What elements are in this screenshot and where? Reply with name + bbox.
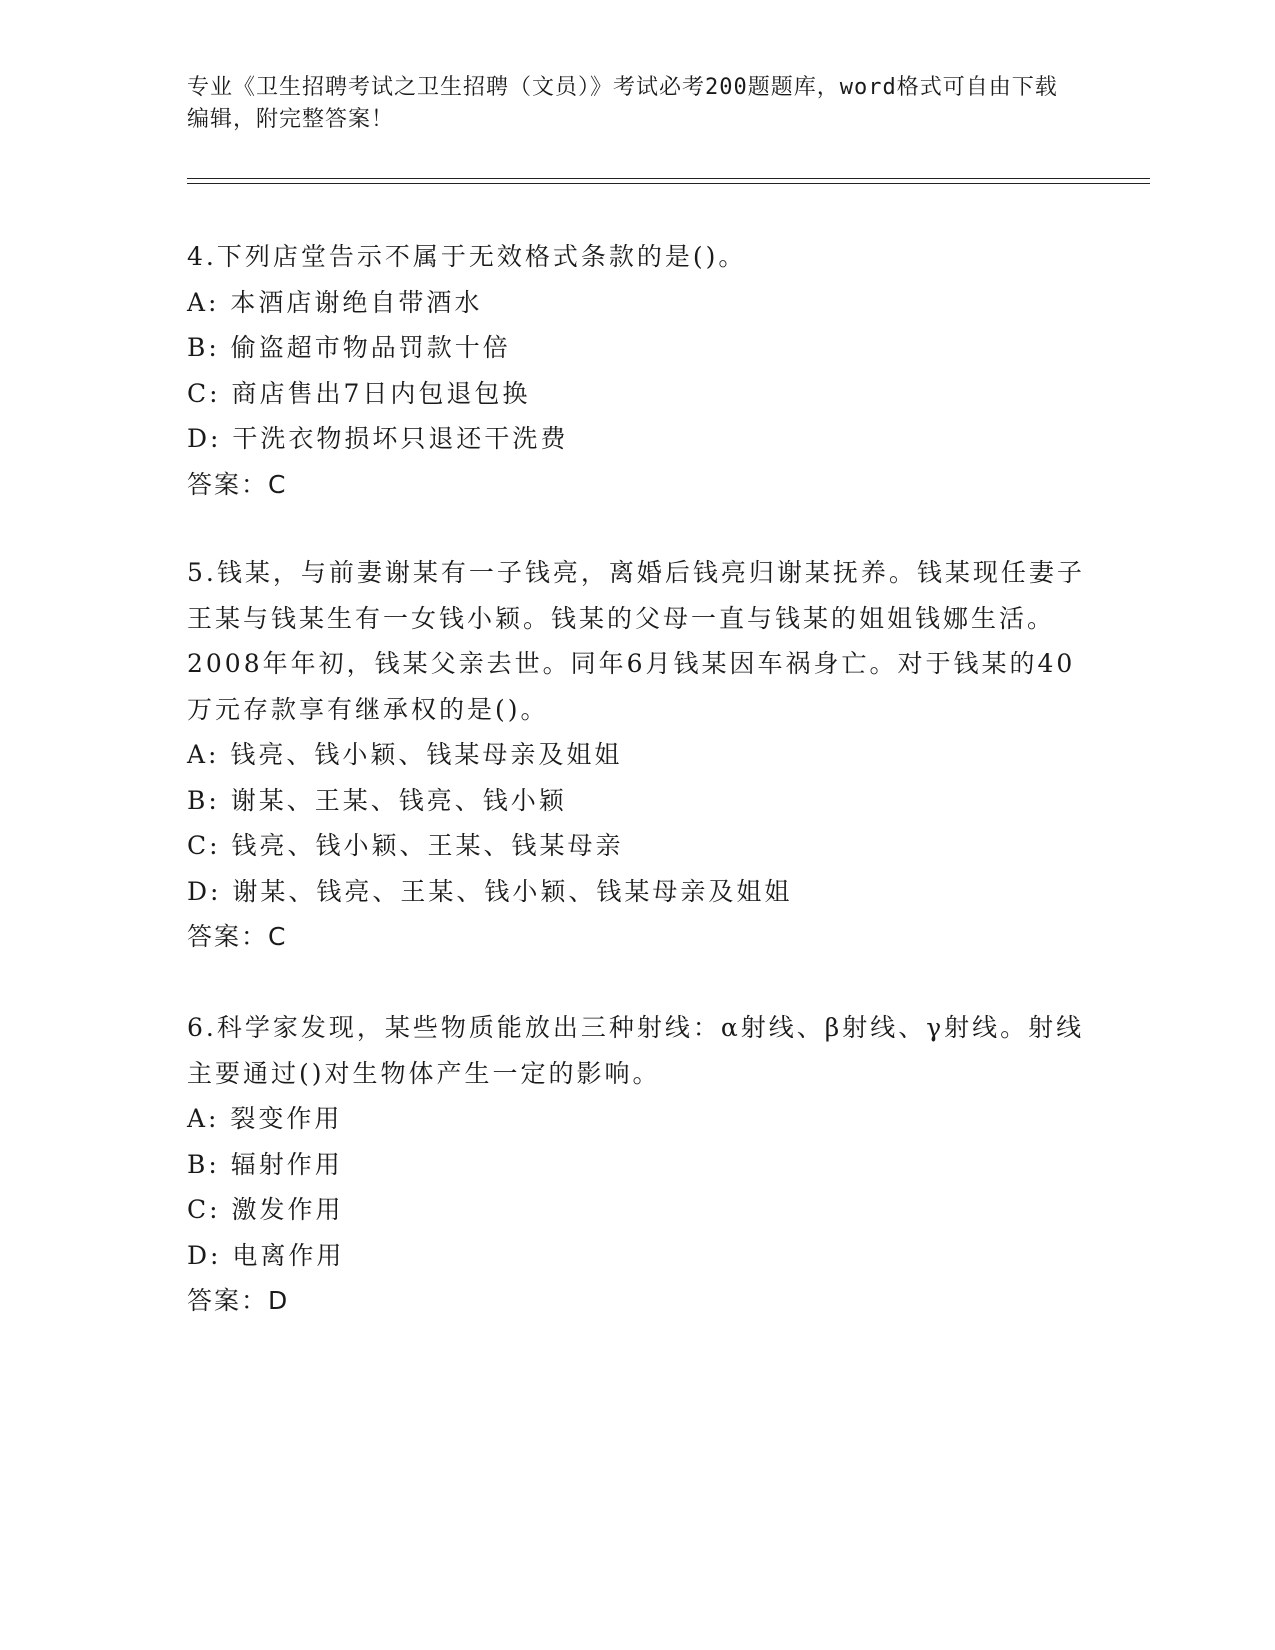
option-c: C: 商店售出7日内包退包换	[187, 378, 531, 408]
question-stem: 4.下列店堂告示不属于无效格式条款的是()。	[187, 242, 747, 271]
document-header: 专业《卫生招聘考试之卫生招聘（文员）》考试必考200题题库，word格式可自由下载编辑，附完整答案！	[187, 75, 1058, 132]
question-4	[187, 234, 1087, 507]
header-divider-bottom	[187, 183, 1150, 184]
option-b: B: 谢某、王某、钱亮、钱小颖	[187, 785, 567, 815]
header-divider-top	[187, 178, 1150, 179]
option-a: A: 钱亮、钱小颖、钱某母亲及姐姐	[187, 740, 623, 769]
option-b: B: 偷盗超市物品罚款十倍	[187, 333, 511, 362]
answer: 答案：D	[187, 1286, 290, 1315]
answer: 答案：C	[187, 922, 288, 951]
option-d: D: 谢某、钱亮、王某、钱小颖、钱某母亲及姐姐	[187, 876, 793, 906]
answer: 答案：C	[187, 469, 288, 499]
option-a: A: 裂变作用	[187, 1104, 343, 1133]
option-d: D: 电离作用	[187, 1240, 345, 1270]
question-6	[187, 1005, 1087, 1324]
question-stem: 6.科学家发现，某些物质能放出三种射线：α射线、β射线、γ射线。射线主要通过()对生物体产生一定的影响。	[187, 1013, 1085, 1088]
option-a: A: 本酒店谢绝自带酒水	[187, 287, 483, 317]
option-c: C: 钱亮、钱小颖、王某、钱某母亲	[187, 831, 624, 860]
option-b: B: 辐射作用	[187, 1149, 343, 1179]
question-stem: 5.钱某，与前妻谢某有一子钱亮，离婚后钱亮归谢某抚养。钱某现任妻子王某与钱某生有一女钱小颖。钱某的父母一直与钱某的姐姐钱娜生活。2008年年初，钱某父亲去世。同年6月钱某因车祸身亡。对于钱某的40万元存款享有继承权的是()。	[187, 558, 1085, 724]
option-c: C: 激发作用	[187, 1195, 344, 1224]
option-d: D: 干洗衣物损坏只退还干洗费	[187, 424, 569, 453]
question-5	[187, 550, 1087, 960]
